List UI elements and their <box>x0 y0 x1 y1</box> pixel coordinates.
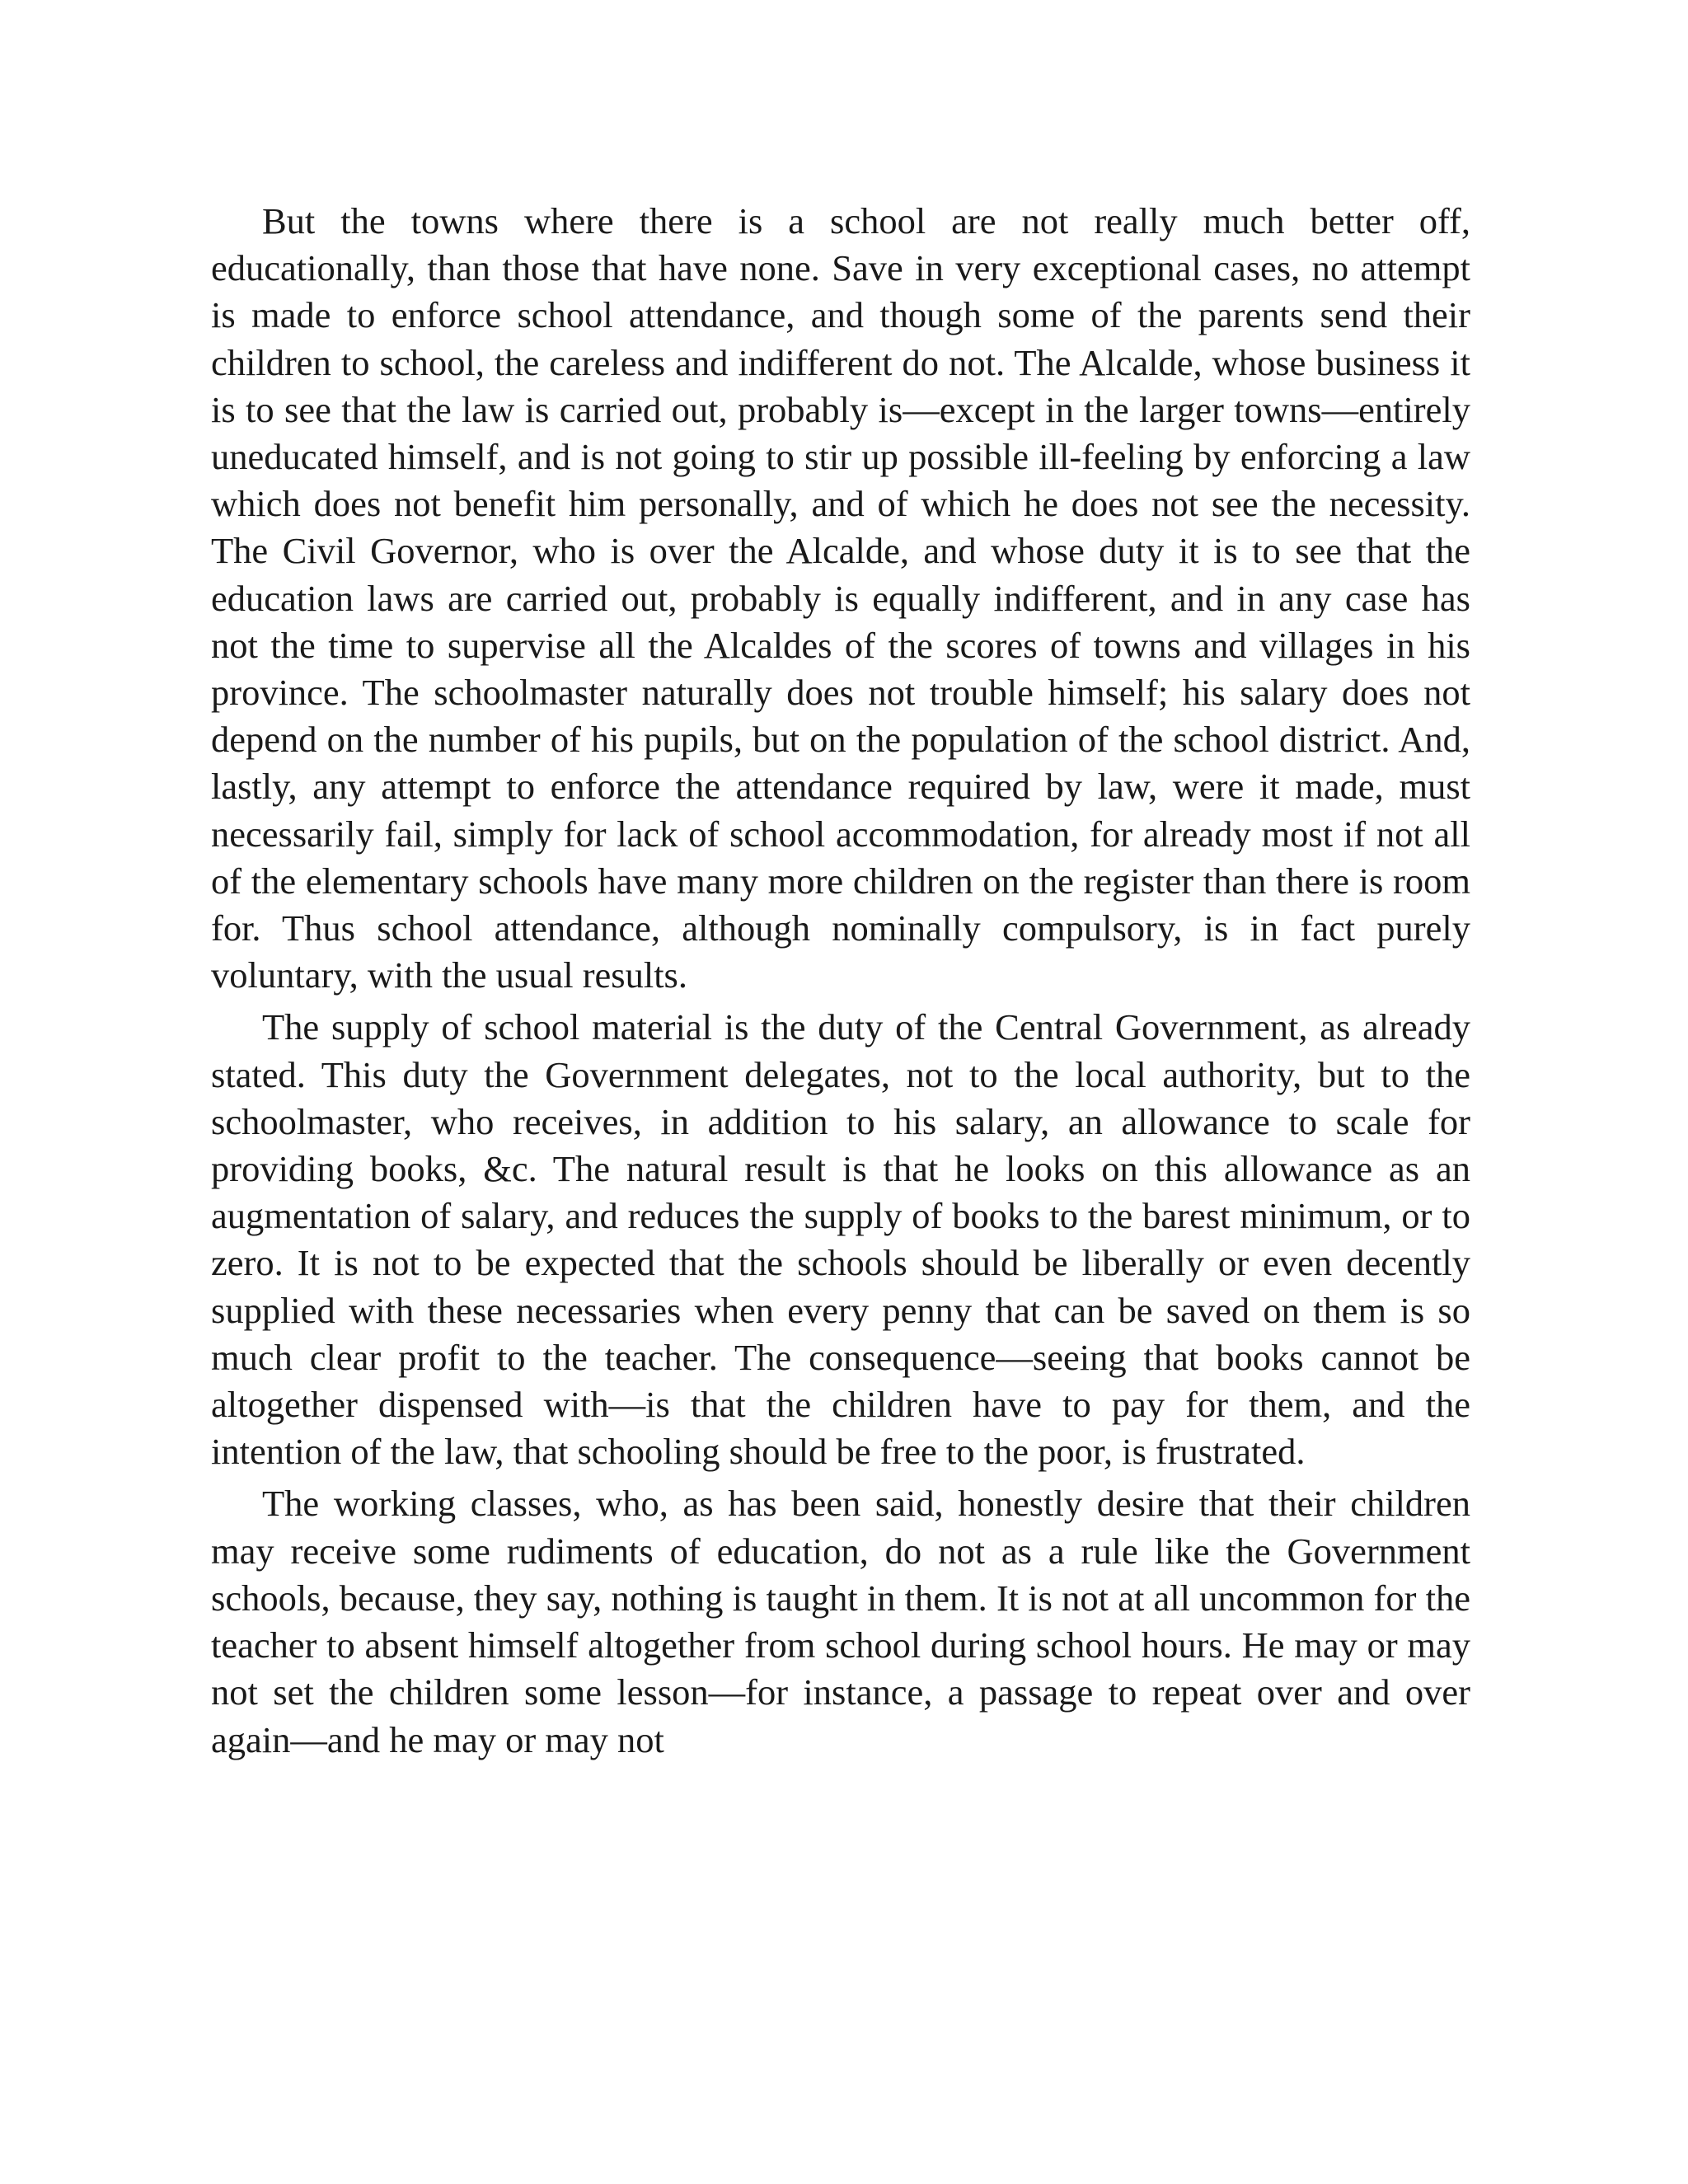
paragraph-working-classes: The working classes, who, as has been said, honestly desire that their children may receive some rudiments of education, do not as a rule like the Government schools, because, they say, nothing is taught in them. It is not at all uncommon for the teacher to absent himself altogether from school during school hours. He may or may not set the children some lesson—for instance, a passage to repeat over and over again—and he may or may not <box>211 1483 1470 1760</box>
paragraph-school-material: The supply of school material is the duty of the Central Government, as already stated. This duty the Government delegates, not to the local authority, but to the schoolmaster, who receives, in addition to his salary, an allowance to scale for providing books, &c. The natural result is that he looks on this allowance as an augmentation of salary, and reduces the supply of books to the barest minimum, or to zero. It is not to be expected that the schools should be liberally or even decently supplied with these necessaries when every penny that can be saved on them is so much clear profit to the teacher. The consequence—seeing that books cannot be altogether dispensed with—is that the children have to pay for them, and the intention of the law, that schooling should be free to the poor, is frustrated. <box>211 1006 1470 1473</box>
page-body <box>211 198 1470 1769</box>
paragraph-school-attendance: But the towns where there is a school are not really much better off, educationally, than those that have none. Save in very exceptional cases, no attempt is made to enforce school attendance, and though some of the parents send their children to school, the careless and indifferent do not. The Alcalde, whose business it is to see that the law is carried out, probably is—except in the larger towns—entirely uneducated himself, and is not going to stir up possible ill-feeling by enforcing a law which does not benefit him personally, and of which he does not see the necessity. The Civil Governor, who is over the Alcalde, and whose duty it is to see that the education laws are carried out, probably is equally indifferent, and in any case has not the time to supervise all the Alcaldes of the scores of towns and villages in his province. The schoolmaster naturally does not trouble himself; his salary does not depend on the number of his pupils, but on the population of the school district. And, lastly, any attempt to enforce the attendance required by law, were it made, must necessarily fail, simply for lack of school accommodation, for already most if not all of the elementary schools have many more children on the register than there is room for. Thus school attendance, although nominally compulsory, is in fact purely voluntary, with the usual results. <box>211 200 1470 996</box>
